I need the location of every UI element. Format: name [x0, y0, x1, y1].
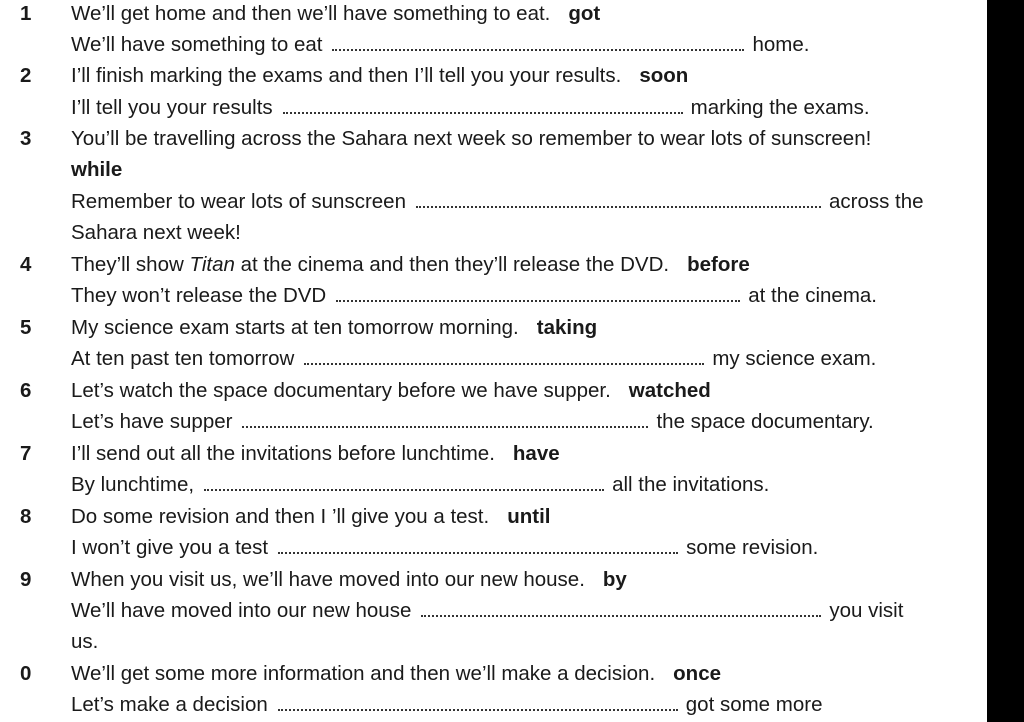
answer-blank[interactable] [304, 349, 704, 365]
answer-blank[interactable] [278, 538, 678, 554]
rewrite-continuation: us. [71, 630, 99, 653]
answer-blank[interactable] [278, 695, 678, 711]
rewrite-suffix: at the cinema. [748, 284, 877, 307]
item-number: 6 [20, 379, 32, 402]
item-keyword: have [512, 442, 560, 465]
rewrite-prefix: Remember to wear lots of sunscreen [71, 190, 406, 213]
item-sentence: Let’s watch the space documentary before we have supper. [71, 379, 611, 402]
answer-blank[interactable] [421, 601, 821, 617]
item-keyword: until [507, 505, 551, 528]
rewrite-prefix: By lunchtime, [71, 473, 195, 496]
rewrite-prefix: Let’s make a decision [71, 693, 268, 716]
rewrite-suffix: you visit [829, 599, 904, 622]
item-sentence: Do some revision and then I ’ll give you a test. [71, 505, 490, 528]
item-number: 3 [20, 127, 32, 150]
item-number: 4 [20, 253, 32, 276]
rewrite-suffix: all the invitations. [612, 473, 770, 496]
answer-blank[interactable] [242, 412, 648, 428]
item-keyword: before [687, 253, 750, 276]
rewrite-suffix: the space documentary. [656, 410, 874, 433]
item-keyword: taking [536, 316, 598, 339]
rewrite-suffix: across the [828, 190, 924, 213]
item-sentence: We’ll get some more information and then we’ll make a decision. [71, 662, 656, 685]
item-sentence-start: They’ll show [71, 253, 190, 276]
item-keyword: while [71, 158, 123, 181]
item-sentence: I’ll send out all the invitations before lunchtime. [71, 442, 495, 465]
item-keyword: watched [628, 379, 711, 402]
item-number: 9 [20, 568, 32, 591]
rewrite-suffix: home. [752, 33, 810, 56]
rewrite-continuation: Sahara next week! [71, 221, 241, 244]
rewrite-prefix: I’ll tell you your results [71, 96, 273, 119]
item-keyword: by [602, 568, 627, 591]
answer-blank[interactable] [204, 475, 604, 491]
rewrite-suffix: marking the exams. [690, 96, 870, 119]
item-sentence: My science exam starts at ten tomorrow morning. [71, 316, 519, 339]
answer-blank[interactable] [283, 98, 683, 114]
rewrite-prefix: They won’t release the DVD [71, 284, 327, 307]
item-number: 1 [20, 2, 32, 25]
rewrite-prefix: I won’t give you a test [71, 536, 269, 559]
rewrite-prefix: At ten past ten tomorrow [71, 347, 295, 370]
rewrite-prefix: We’ll have moved into our new house [71, 599, 412, 622]
item-sentence-end: at the cinema and then they’ll release the DVD. [234, 253, 670, 276]
answer-blank[interactable] [416, 192, 821, 208]
item-number: 0 [20, 662, 32, 685]
answer-blank[interactable] [336, 286, 740, 302]
item-sentence: You’ll be travelling across the Sahara next week so remember to wear lots of sunscreen! [71, 127, 872, 150]
item-keyword: soon [639, 64, 689, 87]
item-sentence: I’ll finish marking the exams and then I’ll tell you your results. [71, 64, 622, 87]
item-keyword: once [673, 662, 722, 685]
answer-blank[interactable] [332, 35, 744, 51]
item-number: 8 [20, 505, 32, 528]
rewrite-prefix: We’ll have something to eat [71, 33, 323, 56]
item-keyword: got [568, 2, 601, 25]
rewrite-suffix: some revision. [686, 536, 819, 559]
rewrite-suffix: got some more [685, 693, 823, 716]
item-sentence: When you visit us, we’ll have moved into our new house. [71, 568, 585, 591]
rewrite-prefix: Let’s have supper [71, 410, 233, 433]
item-number: 2 [20, 64, 32, 87]
film-title: Titan [189, 253, 235, 276]
item-number: 7 [20, 442, 32, 465]
item-sentence: We’ll get home and then we’ll have something to eat. [71, 2, 551, 25]
item-number: 5 [20, 316, 32, 339]
rewrite-suffix: my science exam. [712, 347, 877, 370]
